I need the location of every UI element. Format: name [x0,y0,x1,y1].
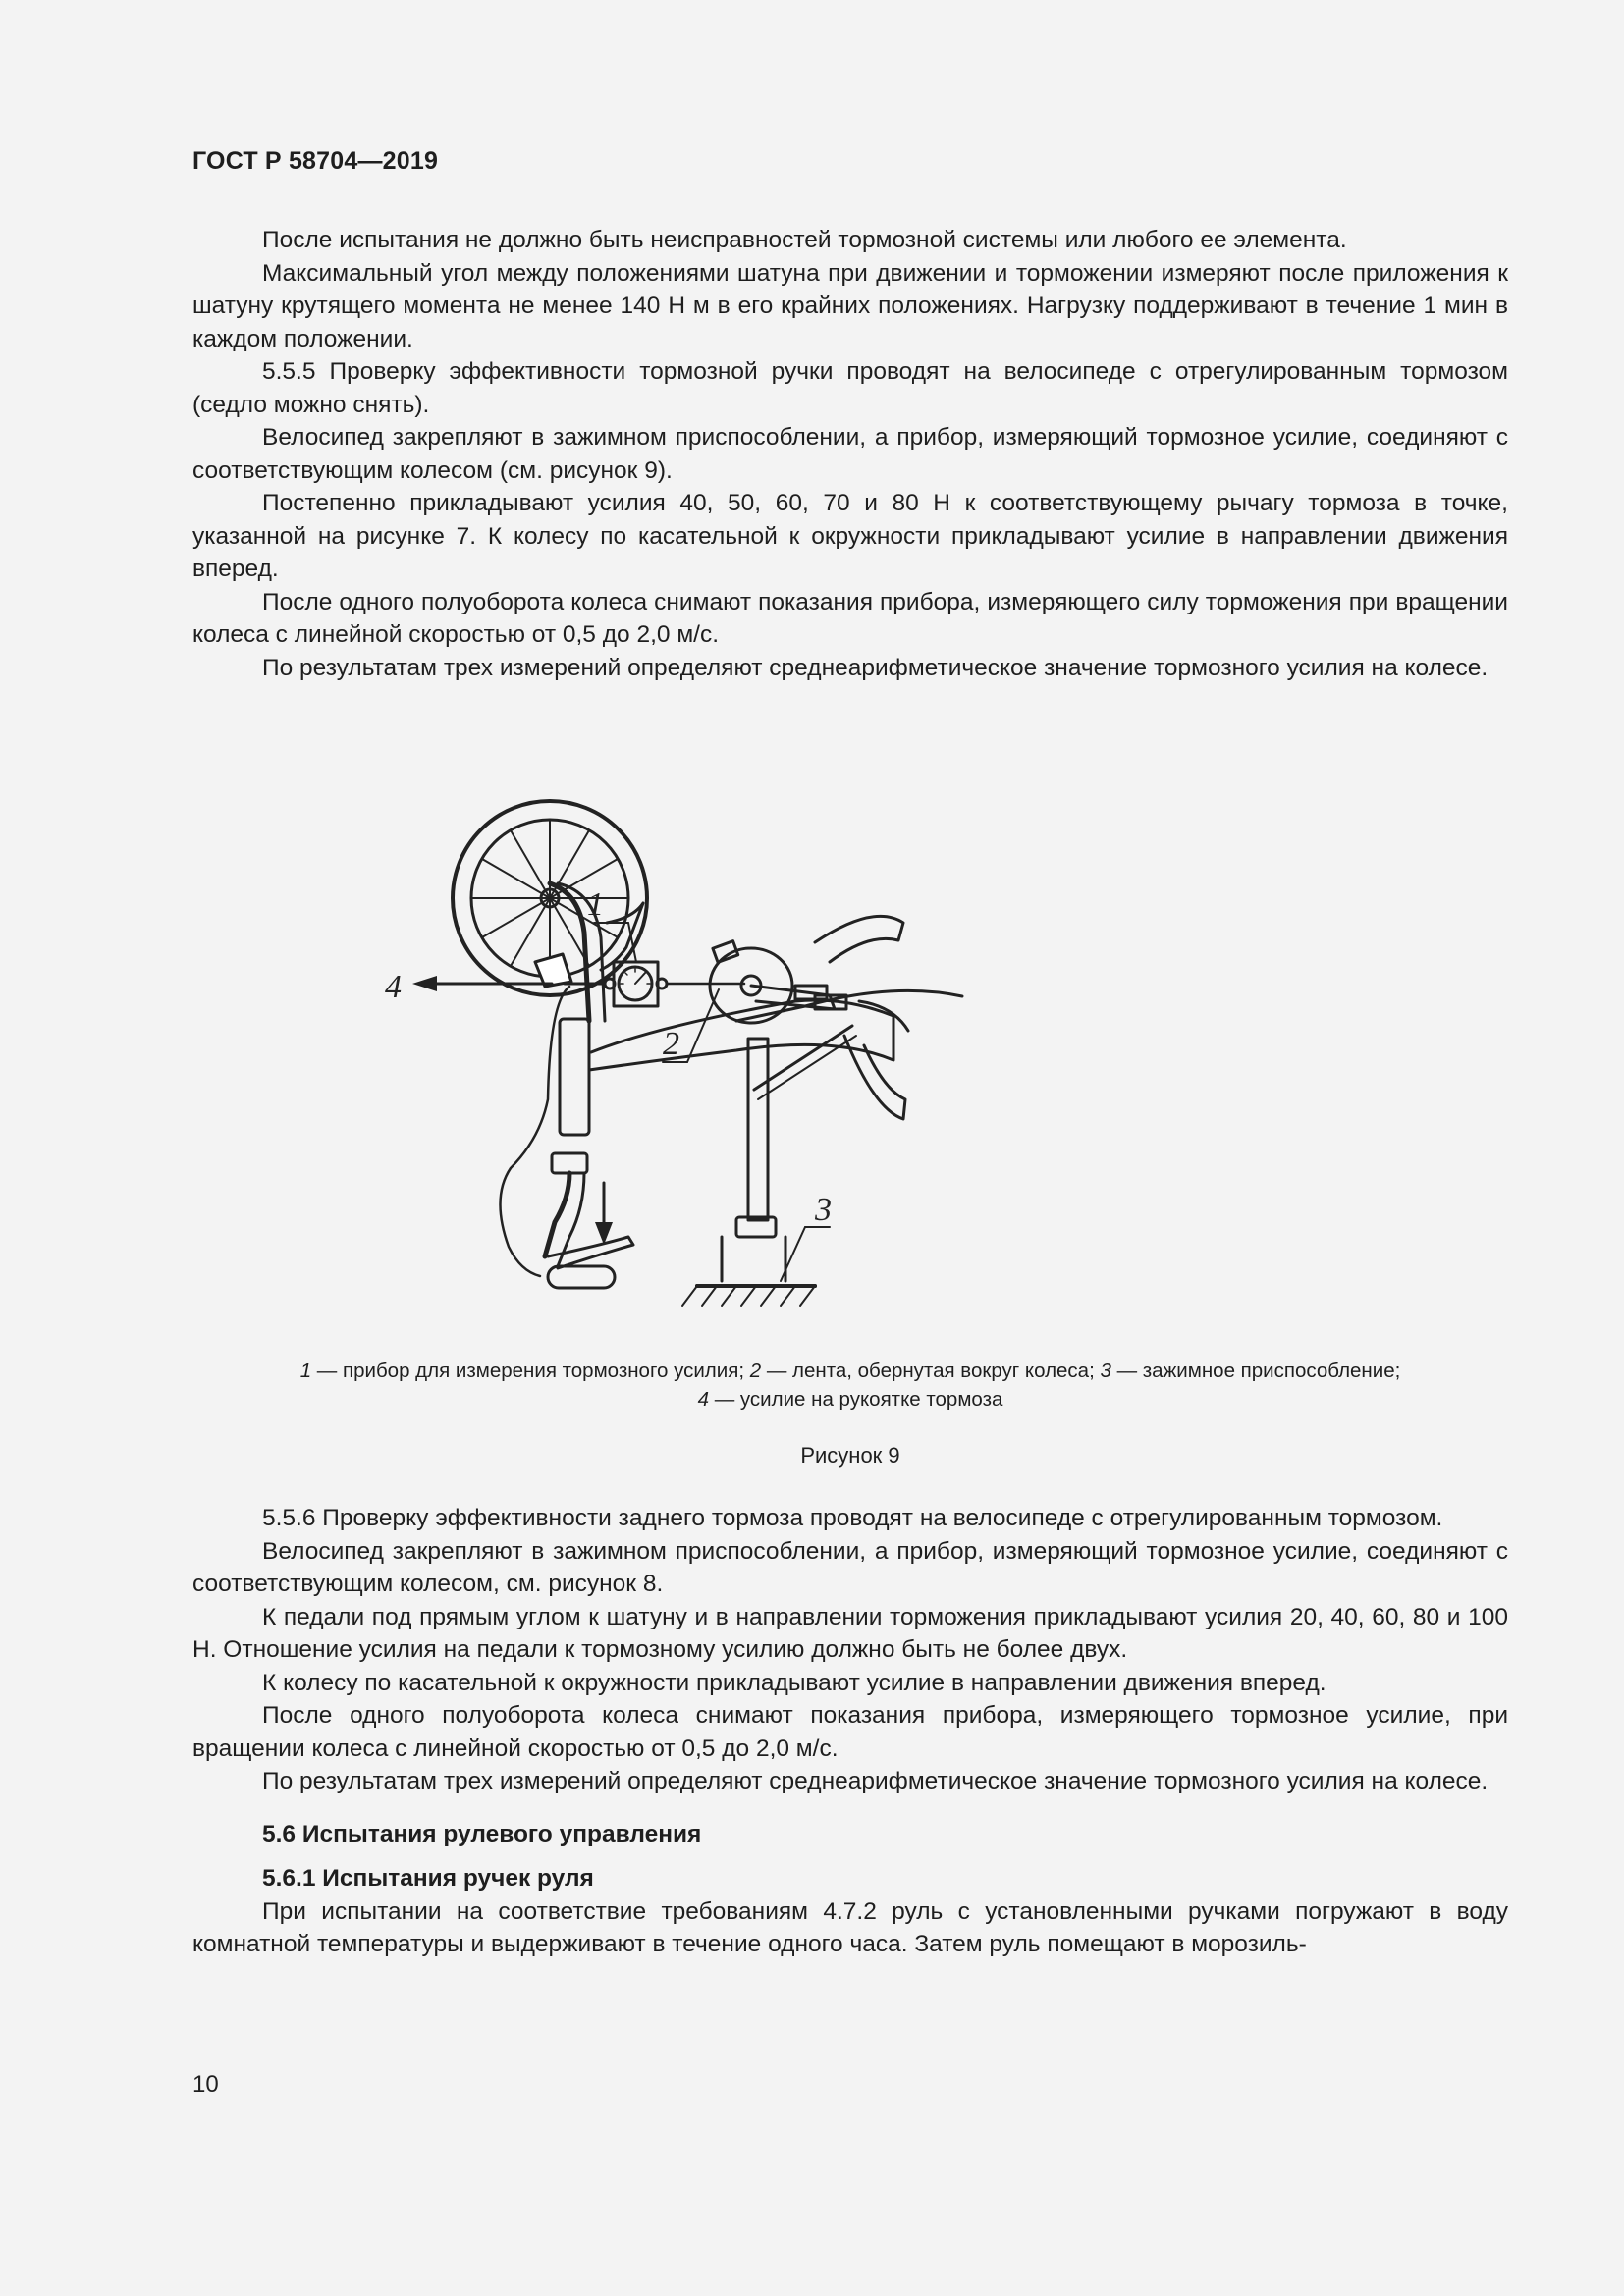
legend-text-1: — прибор для измерения тормозного усилия; [311,1360,750,1382]
legend-text-2: — лента, обернутая вокруг колеса; [761,1360,1101,1382]
legend-text-3: — зажимное приспособление; [1110,1360,1401,1382]
callout-3: 3 [815,1192,832,1228]
callout-2: 2 [663,1026,679,1062]
paragraph: По результатам трех измерений определяют среднеарифметическое значение тормозного усилия на колесе. [262,1768,1489,1794]
figure-legend [192,1357,1508,1414]
head-tube [560,1019,589,1135]
paragraph: К педали под прямым углом к шатуну и в направлении торможения прикладывают усилия 20, 40, 60, 80 и 100 Н. Отношение усилия на педали к тормозному усилию должно быть не более двух. [192,1603,1508,1663]
paragraph: После испытания не должно быть неисправностей тормозной системы или любого ее элемента. [262,227,1347,253]
brake-lever [548,1237,633,1268]
paragraph: Максимальный угол между положениями шатуна при движении и торможении измеряют после приложения к шатуну крутящего момента не менее 140 Н м в его крайних положениях. Нагрузку поддерживают в течение 1 мин в каждом положении. [192,259,1508,352]
figure-caption: Рисунок 9 [800,1443,900,1468]
clamp-post [748,1039,768,1220]
legend-key-2: 2 [749,1360,762,1382]
page-number: 10 [192,2071,219,2098]
legend-key-4: 4 [697,1388,710,1411]
paragraph: Постепенно прикладывают усилия 40, 50, 60, 70 и 80 Н к соответствующему рычагу тормоза в точке, указанной на рисунке 7. К колесу по касательной к окружности прикладывают усилие в направлении движения вперед. [192,490,1508,582]
paragraph: К колесу по касательной к окружности прикладывают усилие в направлении движения вперед. [262,1669,1326,1696]
document-header: ГОСТ Р 58704—2019 [192,147,439,175]
legend-key-1: 1 [299,1360,312,1382]
paragraph: 5.5.5 Проверку эффективности тормозной ручки проводят на велосипеде с отрегулированным тормозом (седло можно снять). [192,358,1508,418]
paragraph: По результатам трех измерений определяют среднеарифметическое значение тормозного усилия на колесе. [262,654,1489,681]
text-section-a [192,224,1508,684]
figure-brake-test-drawing [383,775,1326,1325]
callout-1: 1 [587,886,604,923]
frame-down-tube [589,1000,893,1070]
paragraph: После одного полуоборота колеса снимают показания прибора, измеряющего силу торможения при вращении колеса с линейной скоростью от 0,5 до 2,0 м/с. [192,588,1508,648]
callout-4: 4 [385,969,402,1005]
paragraph: 5.5.6 Проверку эффективности заднего тормоза проводят на велосипеде с отрегулированным тормозом. [262,1505,1443,1531]
paragraph: При испытании на соответствие требованиям 4.7.2 руль с установленными ручками погружают в воду комнатной температуры и выдерживают в течение одного часа. Затем руль помещают в морозиль- [192,1897,1508,1957]
paragraph: Велосипед закрепляют в зажимном приспособлении, а прибор, измеряющий тормозное усилие, соединяют с соответствующим колесом (см. рисунок 9). [192,424,1508,484]
subsection-heading: 5.6.1 Испытания ручек руля [262,1865,594,1892]
paragraph: Велосипед закрепляют в зажимном приспособлении, а прибор, измеряющий тормозное усилие, соединяют с соответствующим колесом, см. рисунок 8. [192,1537,1508,1597]
section-heading: 5.6 Испытания рулевого управления [262,1820,702,1847]
legend-key-3: 3 [1100,1360,1111,1382]
paragraph: После одного полуоборота колеса снимают показания прибора, измеряющего тормозное усилие, при вращении колеса с линейной скоростью от 0,5 до 2,0 м/с. [192,1702,1508,1762]
legend-text-4: — усилие на рукоятке тормоза [709,1388,1003,1411]
text-section-b [192,1502,1508,1961]
rear-wheel [815,916,903,962]
